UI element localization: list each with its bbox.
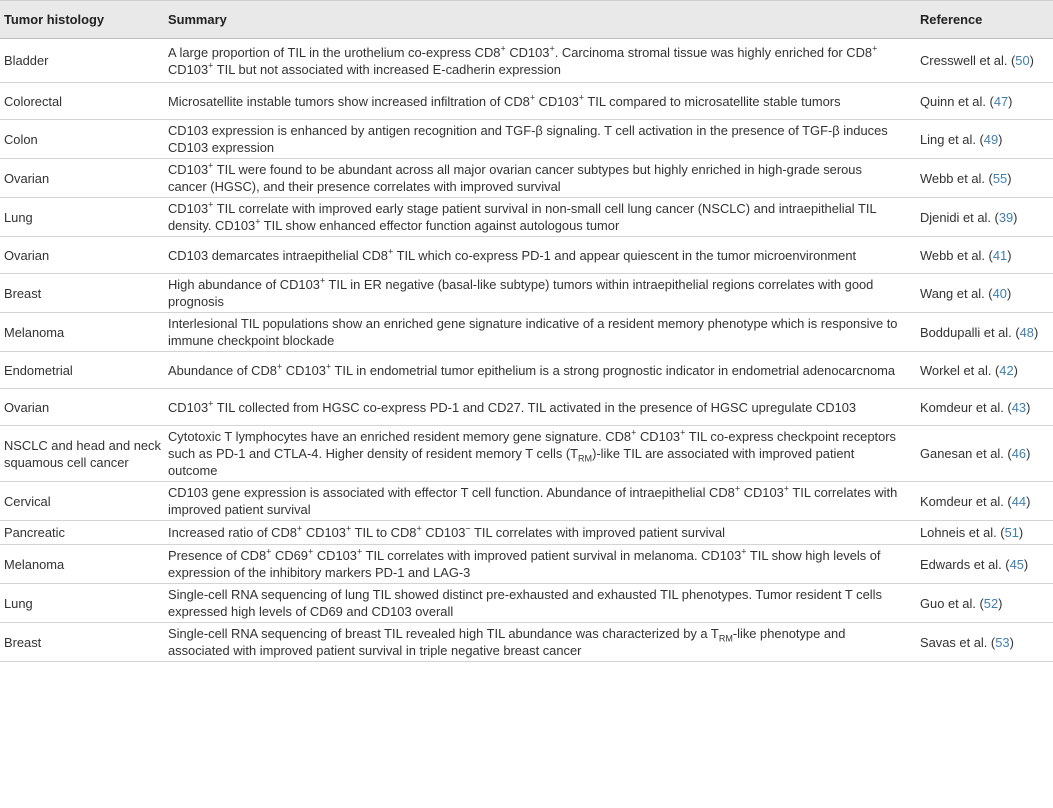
summary-cell: A large proportion of TIL in the urothelium co-express CD8+ CD103+. Carcinoma stromal tissue was highly enriched for CD8+ CD103+ TIL but not associated with increased E-cadherin expression <box>164 39 916 83</box>
reference-author: Komdeur et al. ( <box>920 493 1012 509</box>
reference-cell: Edwards et al. (45) <box>916 545 1053 584</box>
table-row <box>0 39 1053 83</box>
table-row <box>0 623 1053 662</box>
reference-link[interactable]: 51 <box>1004 525 1019 540</box>
reference-link[interactable]: 45 <box>1009 556 1024 572</box>
reference-link[interactable]: 44 <box>1011 493 1027 509</box>
table-row <box>0 237 1053 274</box>
tumor-histology-cell: Breast <box>0 623 164 662</box>
reference-cell: Savas et al. (53) <box>916 623 1053 662</box>
reference-link[interactable]: 47 <box>993 93 1009 109</box>
table-row <box>0 159 1053 198</box>
reference-link[interactable]: 53 <box>995 634 1010 650</box>
reference-link[interactable]: 48 <box>1019 324 1034 340</box>
reference-link[interactable]: 46 <box>1011 446 1027 461</box>
table-row <box>0 426 1053 482</box>
table-row <box>0 352 1053 389</box>
reference-author: Cresswell et al. ( <box>920 53 1016 68</box>
reference-author: Ganesan et al. ( <box>920 446 1012 461</box>
summary-cell: CD103+ TIL collected from HGSC co-express PD-1 and CD27. TIL activated in the presence of HGSC upregulate CD103 <box>164 389 916 426</box>
tumor-histology-cell: Melanoma <box>0 545 164 584</box>
summary-cell: High abundance of CD103+ TIL in ER negative (basal-like subtype) tumors within intraepithelial regions correlates with good prognosis <box>164 274 916 313</box>
reference-cell: Quinn et al. (47) <box>916 83 1053 120</box>
summary-cell: CD103 gene expression is associated with effector T cell function. Abundance of intraepithelial CD8+ CD103+ TIL correlates with improved patient survival <box>164 482 916 521</box>
reference-link[interactable]: 55 <box>992 170 1008 186</box>
reference-link[interactable]: 50 <box>1015 53 1030 68</box>
reference-link[interactable]: 40 <box>992 285 1007 301</box>
reference-cell: Wang et al. (40) <box>916 274 1053 313</box>
summary-cell: Cytotoxic T lymphocytes have an enriched resident memory gene signature. CD8+ CD103+ TIL co-express checkpoint receptors such as PD-1 and CTLA-4. Higher density of resident memory T cells $(T_{RM})$-like TIL are associated with improved patient outcome <box>164 426 916 482</box>
reference-cell: Webb et al. (41) <box>916 237 1053 274</box>
table-row <box>0 83 1053 120</box>
tumor-histology-cell: Lung <box>0 198 164 237</box>
reference-author: Webb et al. ( <box>920 247 993 263</box>
table-row <box>0 584 1053 623</box>
summary-cell: Single-cell RNA sequencing of breast TIL revealed high TIL abundance was characterized by a $T_{RM}$-like phenotype and associated with improved patient survival in triple negative breast cancer <box>164 623 916 662</box>
table-row <box>0 482 1053 521</box>
summary-cell: CD103+ TIL correlate with improved early stage patient survival in non-small cell lung cancer (NSCLC) and intraepithelial TIL density. CD103+ TIL show enhanced effector function against autologous tumor <box>164 198 916 237</box>
table-row <box>0 274 1053 313</box>
reference-author: Quinn et al. ( <box>920 93 994 109</box>
summary-cell: CD103+ TIL were found to be abundant across all major ovarian cancer subtypes but highly enriched in high-grade serous cancer (HGSC), and their presence correlates with improved survival <box>164 159 916 198</box>
reference-cell: Ganesan et al. (46) <box>916 426 1053 482</box>
reference-link[interactable]: 52 <box>983 595 999 611</box>
tumor-histology-cell: Pancreatic <box>0 521 164 545</box>
table-header-row <box>0 1 1053 39</box>
summary-cell: Increased ratio of CD8+ CD103+ TIL to CD8+ CD103− TIL correlates with improved patient survival <box>164 521 916 545</box>
tumor-histology-cell: Endometrial <box>0 352 164 389</box>
table-row <box>0 389 1053 426</box>
reference-author: Wang et al. ( <box>920 285 993 301</box>
tumor-histology-cell: NSCLC and head and neck squamous cell cancer <box>0 426 164 482</box>
table-row <box>0 545 1053 584</box>
reference-cell: Komdeur et al. (43) <box>916 389 1053 426</box>
tumor-histology-cell: Lung <box>0 584 164 623</box>
reference-cell: Lohneis et al. (51) <box>916 521 1053 545</box>
reference-link[interactable]: 49 <box>983 131 999 147</box>
reference-author: Boddupalli et al. ( <box>920 324 1020 340</box>
reference-author: Guo et al. ( <box>920 595 984 611</box>
header-reference: Reference <box>916 1 1053 39</box>
reference-cell: Webb et al. (55) <box>916 159 1053 198</box>
reference-link[interactable]: 42 <box>999 362 1014 378</box>
reference-cell: Guo et al. (52) <box>916 584 1053 623</box>
tumor-histology-cell: Bladder <box>0 39 164 83</box>
table-row <box>0 521 1053 545</box>
reference-author: Webb et al. ( <box>920 170 993 186</box>
summary-cell: CD103 expression is enhanced by antigen recognition and TGF-β signaling. T cell activation in the presence of TGF-β induces CD103 expression <box>164 120 916 159</box>
tumor-histology-cell: Cervical <box>0 482 164 521</box>
reference-cell: Komdeur et al. (44) <box>916 482 1053 521</box>
tumor-histology-cell: Melanoma <box>0 313 164 352</box>
reference-author: Ling et al. ( <box>920 131 984 147</box>
tumor-histology-cell: Colon <box>0 120 164 159</box>
reference-link[interactable]: 39 <box>998 209 1014 225</box>
reference-cell: Boddupalli et al. (48) <box>916 313 1053 352</box>
reference-author: Workel et al. ( <box>920 362 1000 378</box>
header-summary: Summary <box>164 1 916 39</box>
summary-cell: Presence of CD8+ CD69+ CD103+ TIL correlates with improved patient survival in melanoma. CD103+ TIL show high levels of expression of the inhibitory markers PD-1 and LAG-3 <box>164 545 916 584</box>
summary-cell: Abundance of CD8+ CD103+ TIL in endometrial tumor epithelium is a strong prognostic indicator in endometrial adenocarcnoma <box>164 352 916 389</box>
tumor-histology-cell: Ovarian <box>0 389 164 426</box>
table-row <box>0 198 1053 237</box>
summary-cell: Single-cell RNA sequencing of lung TIL showed distinct pre-exhausted and exhausted TIL phenotypes. Tumor resident T cells expressed high levels of CD69 and CD103 overall <box>164 584 916 623</box>
reference-cell: Djenidi et al. (39) <box>916 198 1053 237</box>
reference-author: Djenidi et al. ( <box>920 209 999 225</box>
header-tumor-histology: Tumor histology <box>0 1 164 39</box>
summary-cell: Interlesional TIL populations show an enriched gene signature indicative of a resident memory phenotype which is responsive to immune checkpoint blockade <box>164 313 916 352</box>
tumor-histology-cell: Breast <box>0 274 164 313</box>
tumor-histology-cell: Colorectal <box>0 83 164 120</box>
table-row <box>0 120 1053 159</box>
reference-author: Edwards et al. ( <box>920 556 1010 572</box>
summary-cell: CD103 demarcates intraepithelial CD8+ TIL which co-express PD-1 and appear quiescent in the tumor microenvironment <box>164 237 916 274</box>
reference-link[interactable]: 41 <box>992 247 1008 263</box>
reference-link[interactable]: 43 <box>1011 399 1027 415</box>
tumor-histology-cell: Ovarian <box>0 237 164 274</box>
reference-author: Komdeur et al. ( <box>920 399 1012 415</box>
reference-author: Savas et al. ( <box>920 634 996 650</box>
tumor-histology-cell: Ovarian <box>0 159 164 198</box>
reference-author: Lohneis et al. ( <box>920 525 1005 540</box>
table-row <box>0 313 1053 352</box>
summary-cell: Microsatellite instable tumors show increased infiltration of CD8+ CD103+ TIL compared to microsatellite stable tumors <box>164 83 916 120</box>
reference-cell: Workel et al. (42) <box>916 352 1053 389</box>
reference-cell: Cresswell et al. (50) <box>916 39 1053 83</box>
reference-cell: Ling et al. (49) <box>916 120 1053 159</box>
